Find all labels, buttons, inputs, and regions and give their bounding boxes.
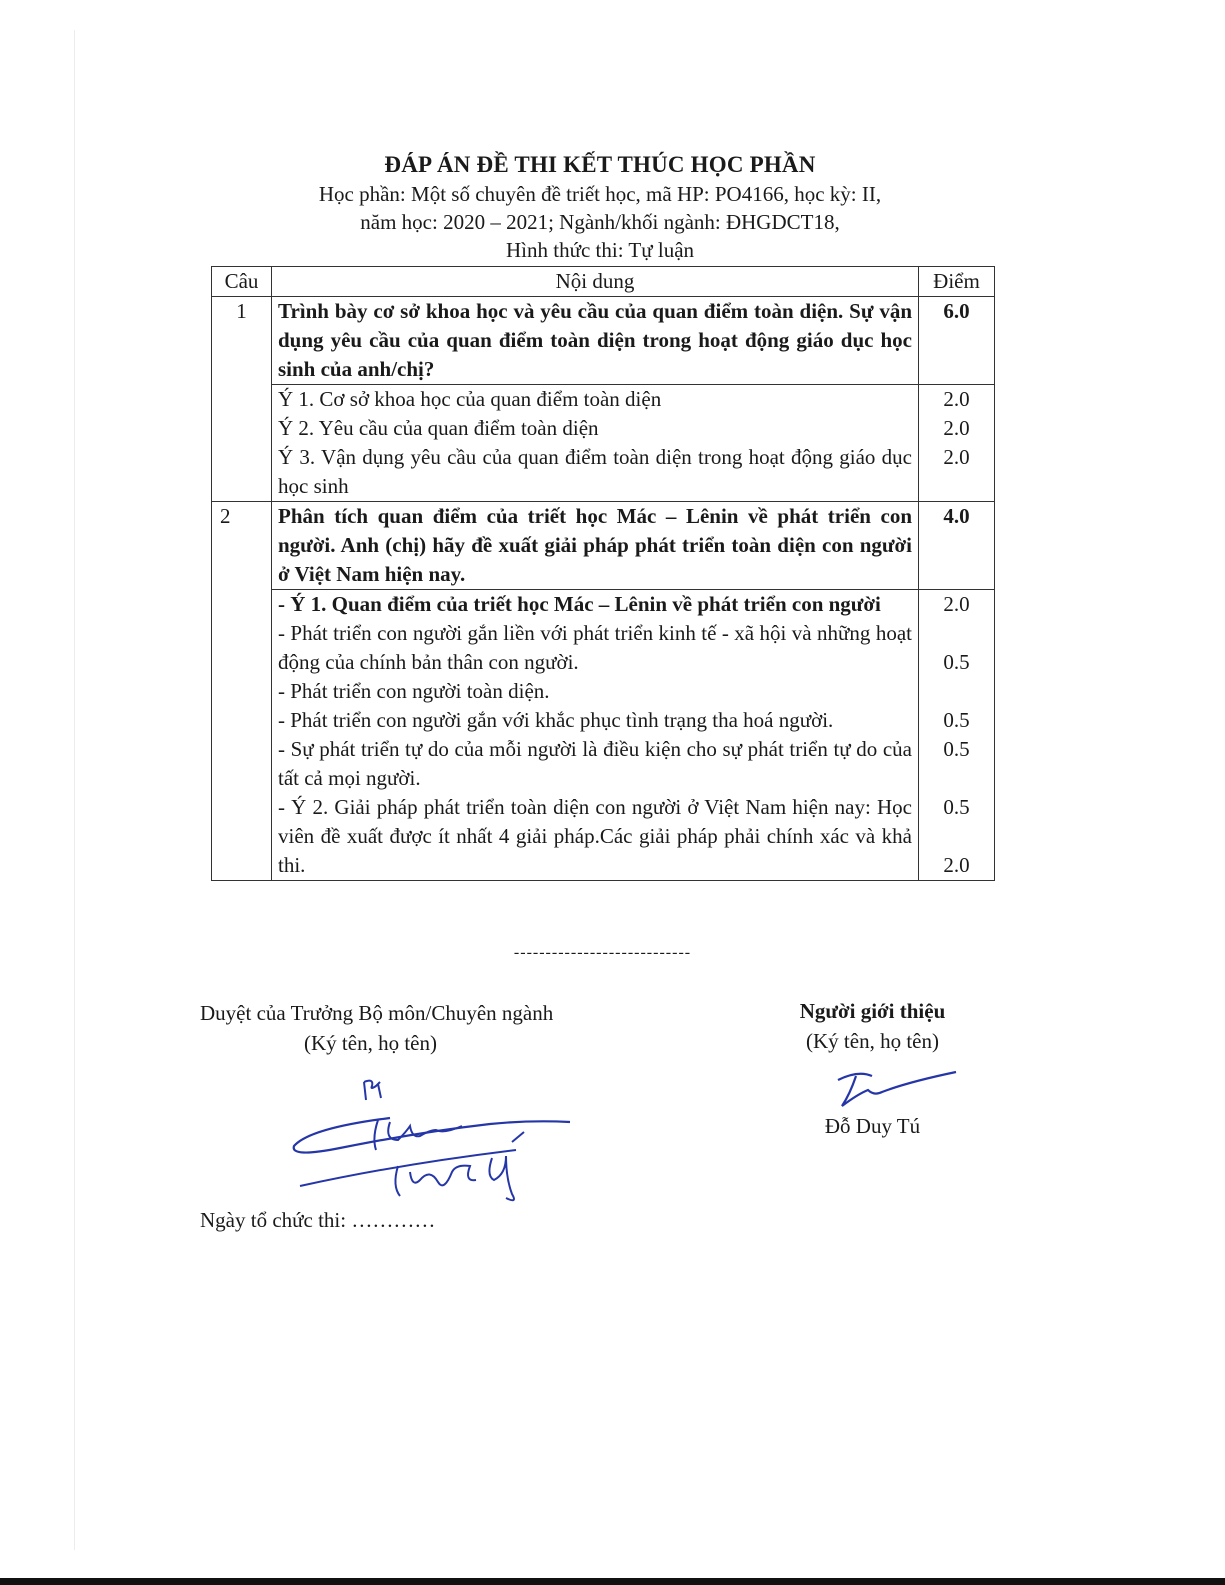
exam-format-line: Hình thức thi: Tự luận — [505, 238, 695, 262]
answer-scores — [919, 385, 995, 502]
answer-item: - Phát triển con người gắn với khắc phục tình trạng tha hoá người. — [278, 708, 834, 732]
header-cau: Câu — [212, 267, 272, 297]
answer-item: - Sự phát triển tự do của mỗi người là điều kiện cho sự phát triển tự do của tất cả mọi người. — [278, 737, 912, 790]
table-row — [212, 590, 995, 881]
answer-items — [272, 385, 919, 502]
presenter-title: Người giới thiệu — [799, 999, 946, 1023]
question-text: Trình bày cơ sở khoa học và yêu cầu của quan điểm toàn diện. Sự vận dụng yêu cầu của quan điểm toàn diện trong hoạt động giáo dục học sinh của anh/chị? — [272, 297, 919, 385]
item-score: 0.5 — [943, 795, 970, 819]
table-header-row — [212, 267, 995, 297]
item-score: 0.5 — [943, 708, 970, 732]
table-row — [212, 502, 995, 590]
item-score: 2.0 — [943, 416, 970, 440]
question-number: 2 — [212, 502, 272, 881]
answer-table — [211, 266, 995, 881]
item-score: 2.0 — [943, 445, 970, 469]
question-score: 6.0 — [919, 297, 995, 385]
question-score: 4.0 — [919, 502, 995, 590]
answer-item: - Ý 2. Giải pháp phát triển toàn diện con người ở Việt Nam hiện nay: Học viên đề xuất được ít nhất 4 giải pháp.Các giải pháp phải chính xác và khả thi. — [278, 795, 912, 877]
header-diem: Điểm — [919, 267, 995, 297]
answer-item: - Ý 1. Quan điểm của triết học Mác – Lênin về phát triển con người — [278, 592, 881, 616]
answer-item: Ý 1. Cơ sở khoa học của quan điểm toàn diện — [278, 387, 662, 411]
table-row — [212, 297, 995, 385]
answer-item: - Phát triển con người toàn diện. — [278, 679, 550, 703]
item-score: 0.5 — [943, 650, 970, 674]
exam-date: Ngày tổ chức thi: ………… — [200, 1208, 436, 1232]
answer-items — [272, 590, 919, 881]
answer-item: Ý 2. Yêu cầu của quan điểm toàn diện — [278, 416, 599, 440]
course-info-line-1: Học phần: Một số chuyên đề triết học, mã HP: PO4166, học kỳ: II, — [318, 182, 882, 206]
question-number: 1 — [212, 297, 272, 502]
item-score: 2.0 — [943, 592, 970, 616]
approval-sign-note: (Ký tên, họ tên) — [304, 1031, 437, 1055]
presenter-name: Đỗ Duy Tú — [824, 1114, 921, 1138]
approval-title: Duyệt của Trưởng Bộ môn/Chuyên ngành — [200, 1001, 554, 1025]
handwritten-signature-icon — [280, 1068, 580, 1208]
item-score: 0.5 — [943, 737, 970, 761]
scan-edge-bottom — [0, 1578, 1225, 1585]
scan-edge — [74, 30, 75, 1550]
header-noi-dung: Nội dung — [272, 267, 919, 297]
approval-block — [200, 998, 640, 1058]
question-text: Phân tích quan điểm của triết học Mác – Lênin về phát triển con người. Anh (chị) hãy đề xuất giải pháp phát triển toàn diện con người ở Việt Nam hiện nay. — [272, 502, 919, 590]
divider-line: ---------------------------- — [513, 944, 692, 961]
presenter-sign-note: (Ký tên, họ tên) — [806, 1029, 939, 1053]
handwritten-signature-icon — [828, 1066, 963, 1116]
document-header — [150, 150, 1050, 264]
answer-item: - Phát triển con người gắn liền với phát triển kinh tế - xã hội và những hoạt động của chính bản thân con người. — [278, 621, 912, 674]
item-score: 2.0 — [943, 387, 970, 411]
document-title: ĐÁP ÁN ĐỀ THI KẾT THÚC HỌC PHẦN — [384, 152, 816, 177]
answer-scores — [919, 590, 995, 881]
answer-item: Ý 3. Vận dụng yêu cầu của quan điểm toàn diện trong hoạt động giáo dục học sinh — [278, 445, 912, 498]
item-score: 2.0 — [943, 853, 970, 877]
table-row — [212, 385, 995, 502]
course-info-line-2: năm học: 2020 – 2021; Ngành/khối ngành: ĐHGDCT18, — [360, 210, 840, 234]
